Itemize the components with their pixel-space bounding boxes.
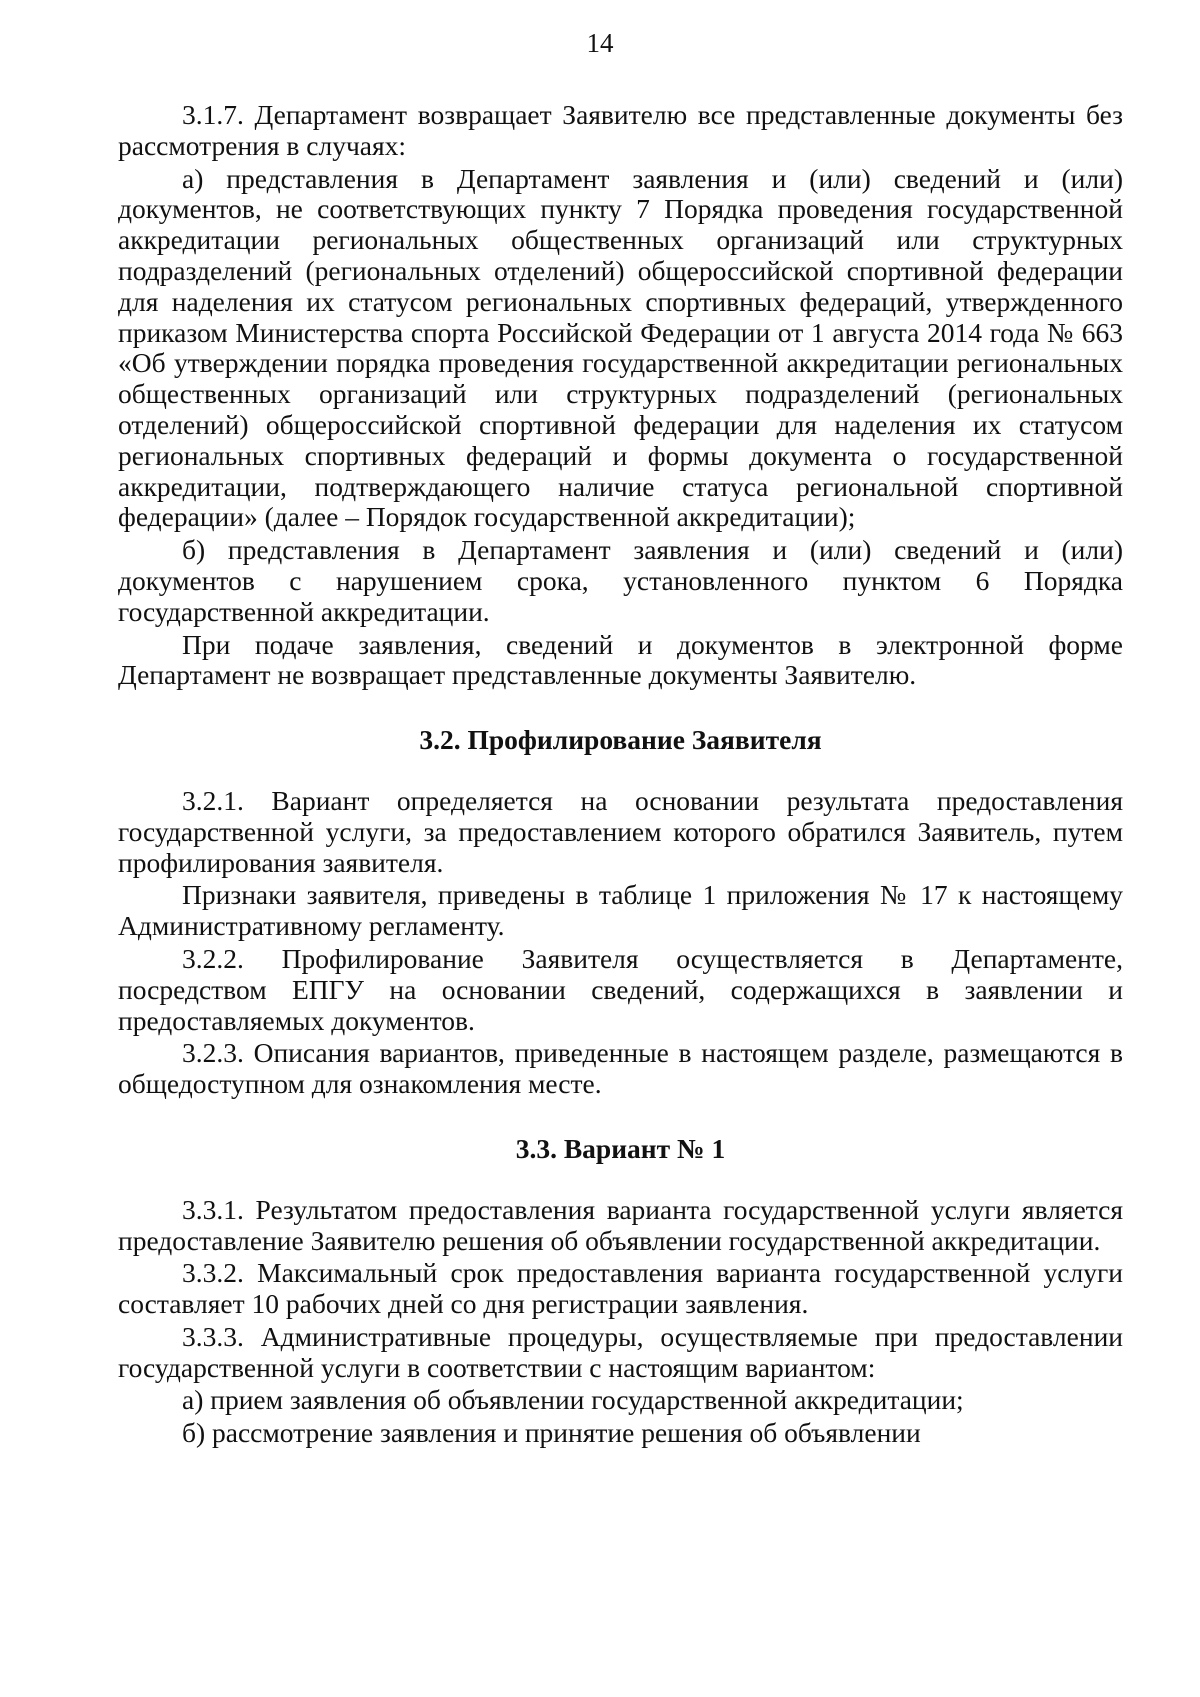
document-body — [118, 100, 1123, 1449]
paragraph-applicant-signs: Признаки заявителя, приведены в таблице 1 приложения № 17 к настоящему Административному регламенту. — [118, 879, 1123, 942]
heading-3-3: 3.3. Вариант № 1 — [515, 1132, 726, 1164]
page-number: 14 — [586, 28, 614, 58]
paragraph-3-3-3-item-b: б) рассмотрение заявления и принятие решения об объявлении — [182, 1417, 921, 1449]
paragraph-3-3-1: 3.3.1. Результатом предоставления варианта государственной услуги является предоставление Заявителю решения об объявлении государственной аккредитации. — [118, 1193, 1123, 1256]
paragraph-electronic-note: При подаче заявления, сведений и документов в электронной форме Департамент не возвращает представленные документы Заявителю. — [118, 628, 1123, 691]
paragraph-3-2-1: 3.2.1. Вариант определяется на основании результата предоставления государственной услуги, за предоставлением которого обратился Заявитель, путем профилирования заявителя. — [118, 784, 1123, 878]
paragraph-3-1-7-item-a: а) представления в Департамент заявления и (или) сведений и (или) документов, не соответствующих пункту 7 Порядка проведения государственной аккредитации региональных общественных организаций или структурных подразделений (региональных отделений) общероссийской спортивной федерации для наделения их статусом региональных спортивных федераций, утвержденного приказом Министерства спорта Российской Федерации от 1 августа 2014 года № 663 «Об утверждении порядка проведения государственной аккредитации региональных общественных организаций или структурных подразделений (региональных отделений) общероссийской спортивной федерации для наделения их статусом региональных спортивных федераций и формы документа о государственной аккредитации, подтверждающего наличие статуса региональной спортивной федерации» (далее – Порядок государственной аккредитации); — [118, 162, 1123, 533]
paragraph-3-1-7-item-b: б) представления в Департамент заявления и (или) сведений и (или) документов с нарушением срока, установленного пунктом 6 Порядка государственной аккредитации. — [118, 534, 1123, 627]
paragraph-3-3-3: 3.3.3. Административные процедуры, осуществляемые при предоставлении государственной услуги в соответствии с настоящим вариантом: — [118, 1320, 1123, 1383]
paragraph-3-1-7: 3.1.7. Департамент возвращает Заявителю все представленные документы без рассмотрения в случаях: — [118, 99, 1123, 161]
paragraph-3-3-2: 3.3.2. Максимальный срок предоставления варианта государственной услуги составляет 10 рабочих дней со дня регистрации заявления. — [118, 1257, 1123, 1320]
paragraph-3-3-3-item-a: а) прием заявления об объявлении государственной аккредитации; — [182, 1384, 964, 1416]
paragraph-3-2-2: 3.2.2. Профилирование Заявителя осуществляется в Департаменте, посредством ЕПГУ на основании сведений, содержащихся в заявлении и предоставляемых документов. — [118, 942, 1123, 1036]
heading-3-2: 3.2. Профилирование Заявителя — [419, 724, 822, 756]
paragraph-3-2-3: 3.2.3. Описания вариантов, приведенные в настоящем разделе, размещаются в общедоступном для ознакомления месте. — [118, 1037, 1123, 1100]
